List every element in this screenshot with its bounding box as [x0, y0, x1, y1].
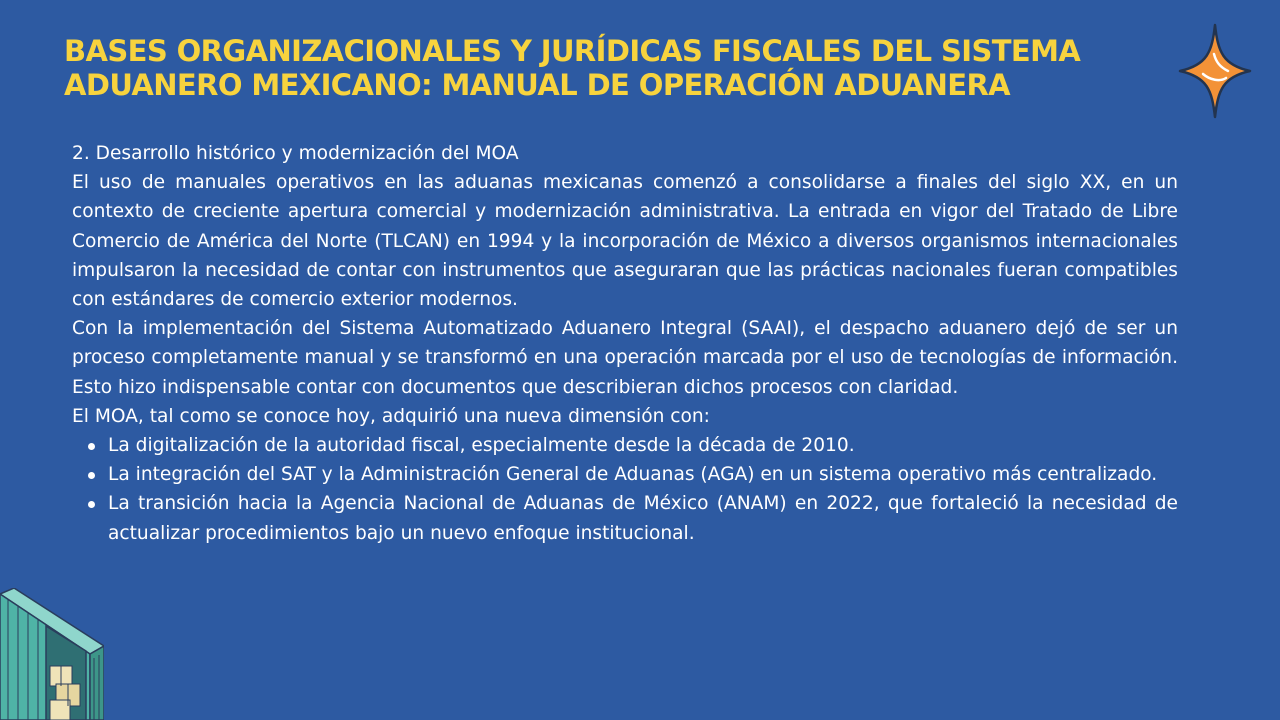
bullet-text: La transición hacia la Agencia Nacional de Aduanas de México (ANAM) en 2022, que fortaleció la necesidad de actualizar procedimientos bajo un nuevo enfoque institucional.	[108, 493, 1178, 544]
paragraph-saai: Con la implementación del Sistema Automatizado Aduanero Integral (SAAI), el despacho aduanero dejó de ser un proceso completamente manual y se transformó en una operación marcada por el uso de tecnologías de información. Esto hizo indispensable contar con documentos que describieran dichos procesos con claridad.	[72, 318, 1178, 398]
bullet-item	[108, 431, 1178, 460]
slide-title-line-1: BASES ORGANIZACIONALES Y JURÍDICAS FISCALES DEL SISTEMA	[64, 34, 1081, 68]
slide-title-line-2: ADUANERO MEXICANO: MANUAL DE OPERACIÓN ADUANERA	[64, 68, 1011, 102]
shipping-container-icon	[0, 588, 104, 720]
bullet-text: La integración del SAT y la Administración General de Aduanas (AGA) en un sistema operativo más centralizado.	[108, 464, 1158, 486]
bullet-list	[72, 431, 1178, 548]
section-heading: 2. Desarrollo histórico y modernización del MOA	[72, 143, 519, 164]
bullet-item	[108, 489, 1178, 547]
bullet-dot-icon	[88, 443, 95, 450]
bullet-item	[108, 460, 1178, 489]
four-point-star-icon	[1176, 22, 1254, 120]
slide-body	[72, 139, 1178, 548]
bullet-dot-icon	[88, 501, 95, 508]
bullet-text: La digitalización de la autoridad fiscal, especialmente desde la década de 2010.	[108, 435, 855, 457]
list-intro: El MOA, tal como se conoce hoy, adquirió una nueva dimensión con:	[72, 405, 710, 427]
paragraph-tlcan: El uso de manuales operativos en las aduanas mexicanas comenzó a consolidarse a finales del siglo XX, en un contexto de creciente apertura comercial y modernización administrativa. La entrada en vigor del Tratado de Libre Comercio de América del Norte (TLCAN) en 1994 y la incorporación de México a diversos organismos internacionales impulsaron la necesidad de contar con instrumentos que aseguraran que las prácticas nacionales fueran compatibles con estándares de comercio exterior modernos.	[72, 172, 1178, 311]
bullet-dot-icon	[88, 472, 95, 479]
slide-title	[64, 34, 1174, 102]
